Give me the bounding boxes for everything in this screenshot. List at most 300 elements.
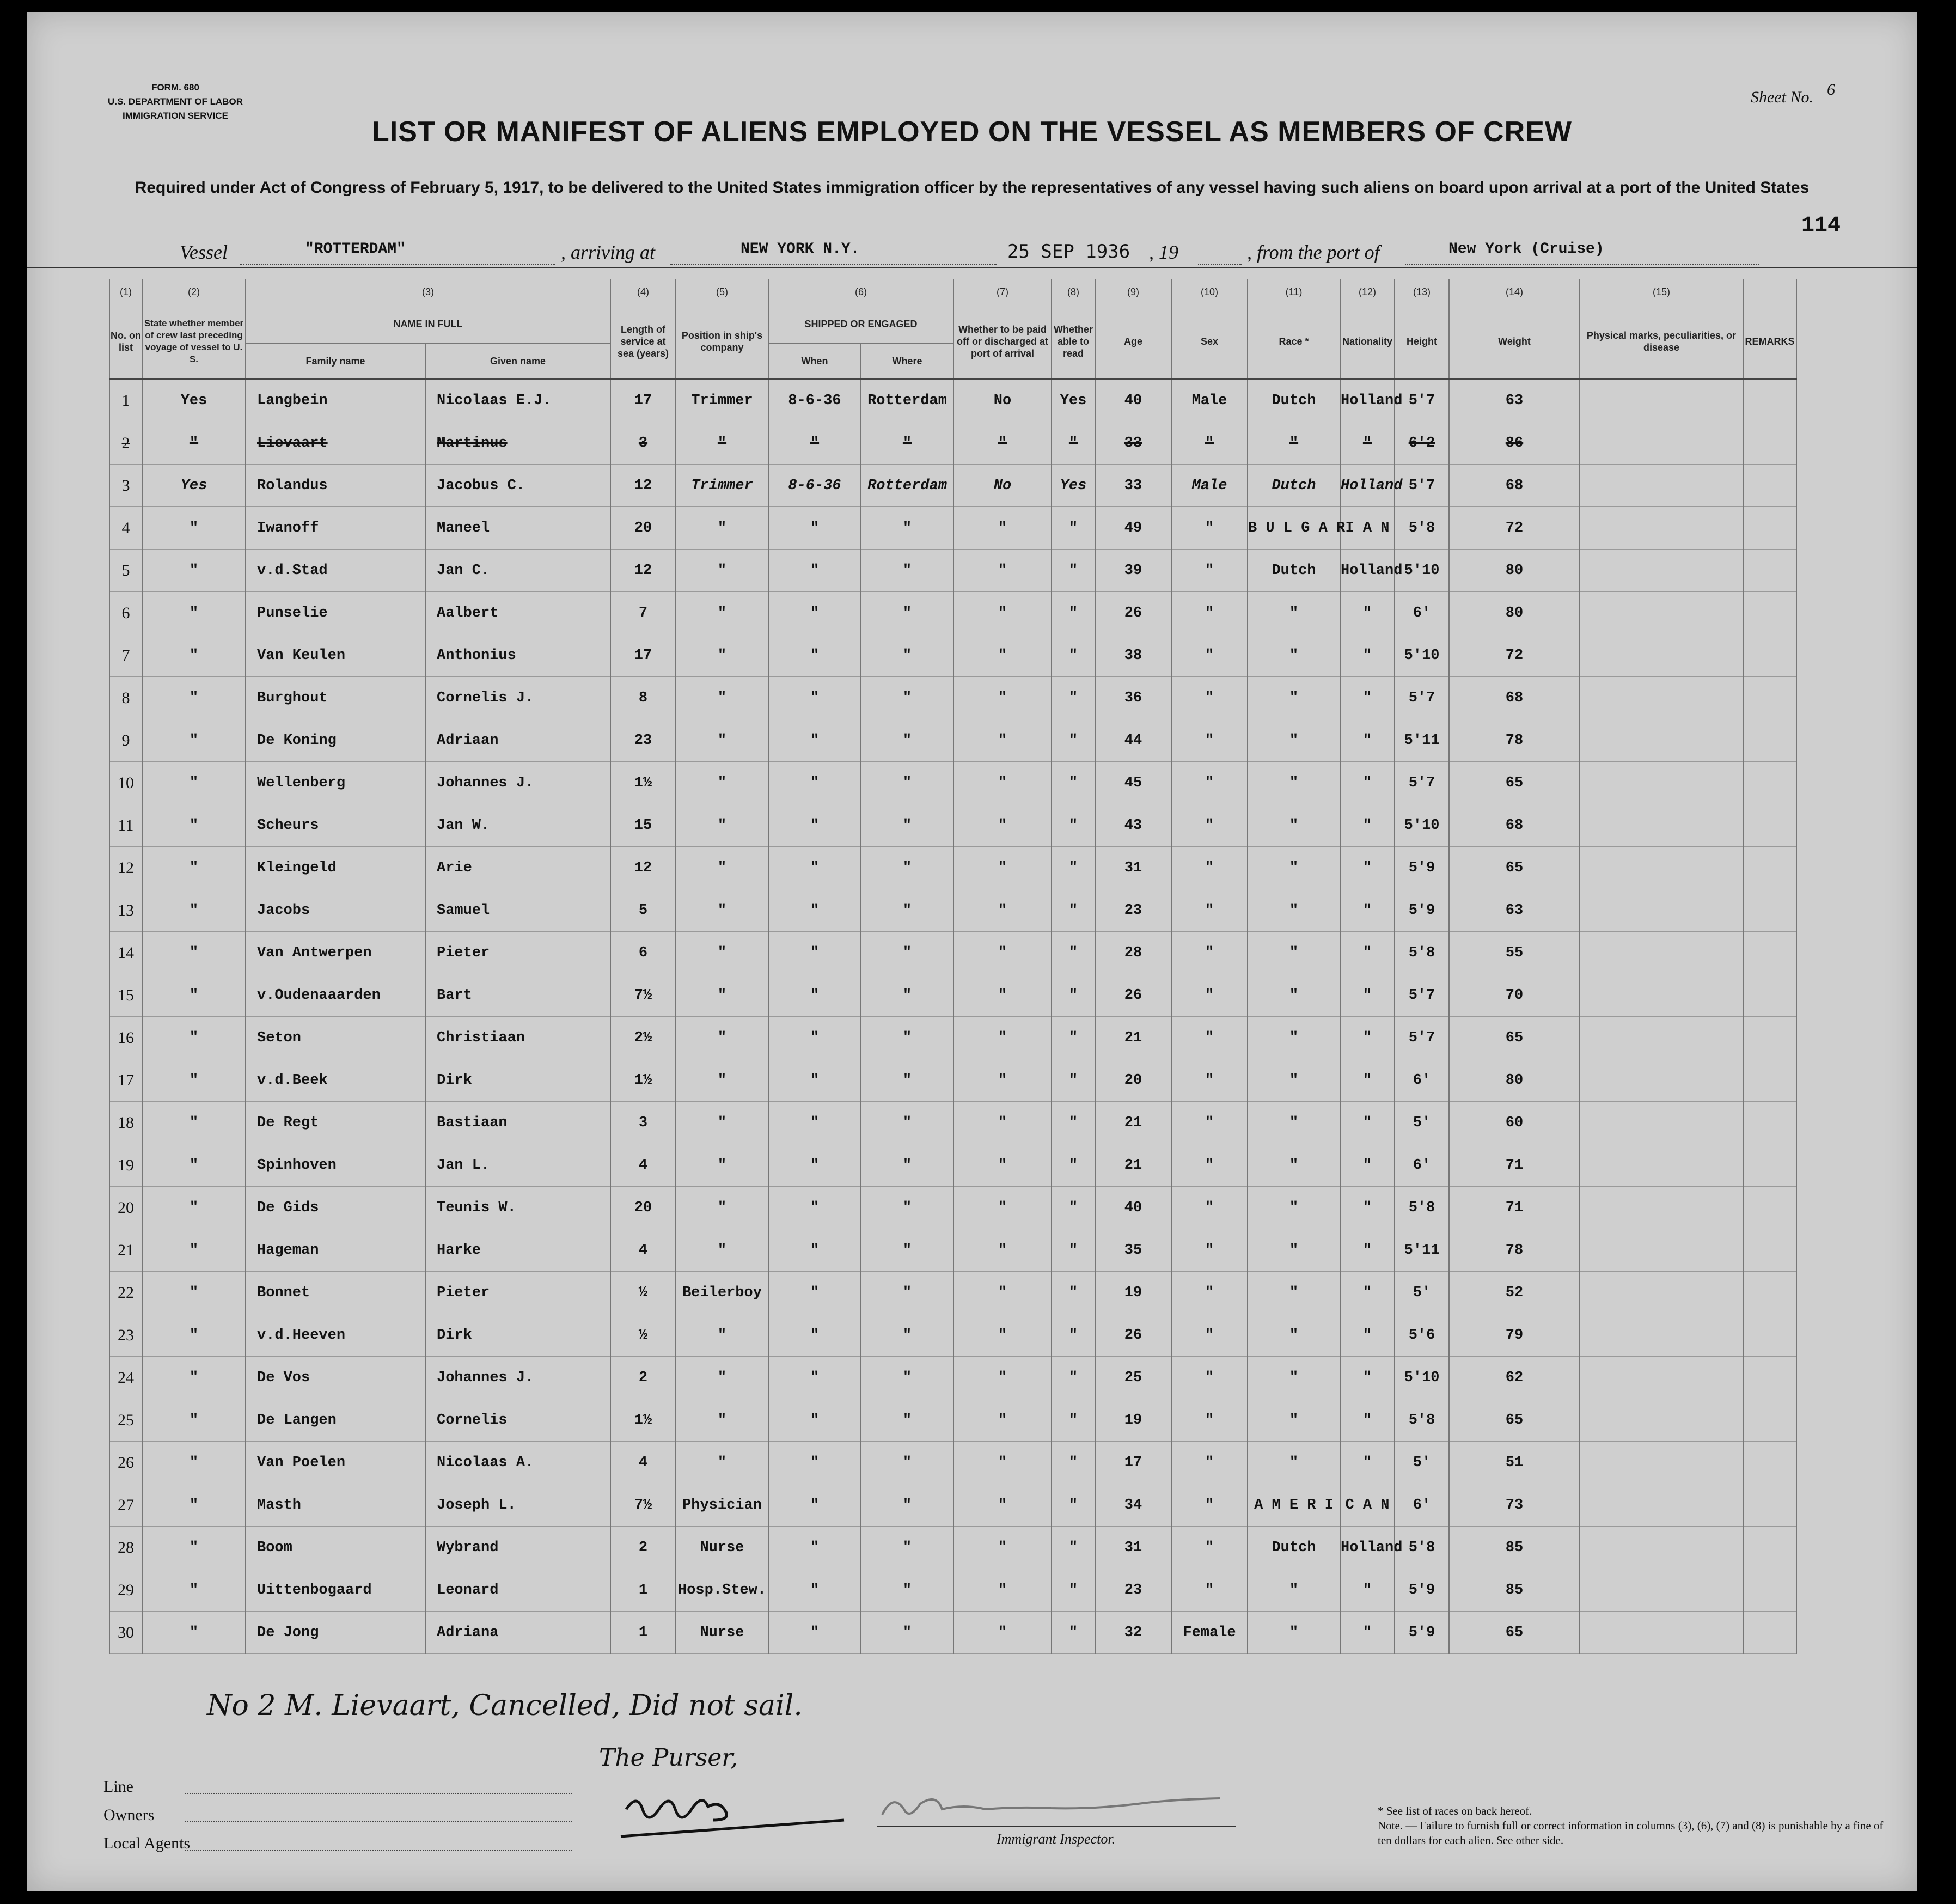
able-to-read: " bbox=[1052, 974, 1095, 1017]
nationality: " bbox=[1340, 804, 1395, 847]
weight: 62 bbox=[1449, 1357, 1580, 1399]
height: 5'8 bbox=[1395, 1399, 1449, 1442]
able-to-read: " bbox=[1052, 1144, 1095, 1187]
family-name: Lievaart bbox=[246, 422, 425, 465]
remarks bbox=[1743, 507, 1796, 550]
nationality: " bbox=[1340, 1314, 1395, 1357]
race: " bbox=[1248, 677, 1340, 719]
header-rule bbox=[27, 267, 1917, 268]
row-number: 13 bbox=[109, 889, 142, 932]
shipped-when: " bbox=[768, 1484, 861, 1527]
race: Dutch bbox=[1248, 379, 1340, 422]
service-years: 2½ bbox=[610, 1017, 676, 1059]
service-years: 3 bbox=[610, 1102, 676, 1144]
age: 21 bbox=[1095, 1102, 1171, 1144]
family-name: Kleingeld bbox=[246, 847, 425, 889]
nationality: " bbox=[1340, 1569, 1395, 1612]
shipped-when: " bbox=[768, 1357, 861, 1399]
physical-marks bbox=[1580, 677, 1743, 719]
header-given-name: Given name bbox=[425, 344, 610, 379]
race: Dutch bbox=[1248, 465, 1340, 507]
family-name: Scheurs bbox=[246, 804, 425, 847]
remarks bbox=[1743, 1527, 1796, 1569]
nationality: " bbox=[1340, 1442, 1395, 1484]
table-row bbox=[109, 932, 1796, 974]
remarks bbox=[1743, 1569, 1796, 1612]
row-number: 21 bbox=[109, 1229, 142, 1272]
sex: " bbox=[1171, 677, 1248, 719]
sheet-number-label: Sheet No. bbox=[1751, 88, 1813, 106]
row-number: 23 bbox=[109, 1314, 142, 1357]
sex: " bbox=[1171, 1527, 1248, 1569]
col-num: (8) bbox=[1052, 279, 1095, 305]
height: 6'2 bbox=[1395, 422, 1449, 465]
family-name: Langbein bbox=[246, 379, 425, 422]
family-name: De Gids bbox=[246, 1187, 425, 1229]
race-footnote: * See list of races on back hereof. bbox=[1378, 1804, 1532, 1817]
service-years: 3 bbox=[610, 422, 676, 465]
height: 5'8 bbox=[1395, 507, 1449, 550]
race: " bbox=[1248, 1059, 1340, 1102]
nationality: Holland bbox=[1340, 379, 1395, 422]
height: 5'7 bbox=[1395, 762, 1449, 804]
from-port-label: , from the port of bbox=[1247, 241, 1380, 263]
height: 5' bbox=[1395, 1442, 1449, 1484]
physical-marks bbox=[1580, 932, 1743, 974]
header-no-on-list: No. on list bbox=[109, 305, 142, 379]
service-name: IMMIGRATION SERVICE bbox=[123, 111, 228, 121]
able-to-read: " bbox=[1052, 1102, 1095, 1144]
header-able-read: Whether able to read bbox=[1052, 305, 1095, 379]
shipped-where: " bbox=[861, 507, 953, 550]
remarks bbox=[1743, 379, 1796, 422]
previous-voyage: " bbox=[142, 677, 246, 719]
physical-marks bbox=[1580, 592, 1743, 634]
shipped-when: " bbox=[768, 592, 861, 634]
height: 6' bbox=[1395, 592, 1449, 634]
able-to-read: " bbox=[1052, 592, 1095, 634]
weight: 79 bbox=[1449, 1314, 1580, 1357]
table-row bbox=[109, 1314, 1796, 1357]
position: " bbox=[676, 804, 768, 847]
able-to-read: " bbox=[1052, 847, 1095, 889]
remarks bbox=[1743, 1442, 1796, 1484]
paid-off: " bbox=[953, 1059, 1052, 1102]
sex: Male bbox=[1171, 379, 1248, 422]
physical-marks bbox=[1580, 719, 1743, 762]
previous-voyage: " bbox=[142, 847, 246, 889]
age: 23 bbox=[1095, 889, 1171, 932]
shipped-where: " bbox=[861, 1272, 953, 1314]
header-family-name: Family name bbox=[246, 344, 425, 379]
height: 5'8 bbox=[1395, 1527, 1449, 1569]
table-row bbox=[109, 1569, 1796, 1612]
row-number: 28 bbox=[109, 1527, 142, 1569]
given-name: Adriana bbox=[425, 1612, 610, 1654]
row-number: 4 bbox=[109, 507, 142, 550]
remarks bbox=[1743, 1229, 1796, 1272]
able-to-read: " bbox=[1052, 1017, 1095, 1059]
sex: " bbox=[1171, 422, 1248, 465]
footnotes bbox=[1378, 1804, 1890, 1848]
weight: 63 bbox=[1449, 379, 1580, 422]
table-row bbox=[109, 592, 1796, 634]
given-name: Cornelis bbox=[425, 1399, 610, 1442]
line-field bbox=[185, 1793, 572, 1794]
position: " bbox=[676, 847, 768, 889]
age: 32 bbox=[1095, 1612, 1171, 1654]
paid-off: " bbox=[953, 1314, 1052, 1357]
height: 5'9 bbox=[1395, 1612, 1449, 1654]
header-where: Where bbox=[861, 344, 953, 379]
position: " bbox=[676, 719, 768, 762]
nationality: " bbox=[1340, 889, 1395, 932]
sex: " bbox=[1171, 1102, 1248, 1144]
paid-off: " bbox=[953, 847, 1052, 889]
given-name: Pieter bbox=[425, 932, 610, 974]
given-name: Cornelis J. bbox=[425, 677, 610, 719]
table-row bbox=[109, 634, 1796, 677]
sex: " bbox=[1171, 1484, 1248, 1527]
physical-marks bbox=[1580, 1229, 1743, 1272]
previous-voyage: " bbox=[142, 1017, 246, 1059]
race: " bbox=[1248, 932, 1340, 974]
inspector-label: Immigrant Inspector. bbox=[997, 1831, 1116, 1847]
weight: 68 bbox=[1449, 677, 1580, 719]
manifest-sheet bbox=[27, 12, 1917, 1891]
department-name: U.S. DEPARTMENT OF LABOR bbox=[107, 96, 243, 107]
remarks bbox=[1743, 1357, 1796, 1399]
age: 40 bbox=[1095, 1187, 1171, 1229]
weight: 72 bbox=[1449, 507, 1580, 550]
service-years: 15 bbox=[610, 804, 676, 847]
height: 5'8 bbox=[1395, 932, 1449, 974]
race: " bbox=[1248, 1017, 1340, 1059]
position: " bbox=[676, 1187, 768, 1229]
able-to-read: " bbox=[1052, 1357, 1095, 1399]
nationality: " bbox=[1340, 1357, 1395, 1399]
remarks bbox=[1743, 889, 1796, 932]
family-name: v.d.Stad bbox=[246, 550, 425, 592]
paid-off: " bbox=[953, 592, 1052, 634]
date-stamp: 25 SEP 1936 bbox=[1007, 241, 1130, 263]
previous-voyage: " bbox=[142, 1272, 246, 1314]
given-name: Nicolaas A. bbox=[425, 1442, 610, 1484]
row-number: 5 bbox=[109, 550, 142, 592]
given-name: Leonard bbox=[425, 1569, 610, 1612]
position: " bbox=[676, 1059, 768, 1102]
physical-marks bbox=[1580, 974, 1743, 1017]
nationality: " bbox=[1340, 974, 1395, 1017]
table-row bbox=[109, 847, 1796, 889]
age: 39 bbox=[1095, 550, 1171, 592]
weight: 65 bbox=[1449, 1399, 1580, 1442]
family-name: De Vos bbox=[246, 1357, 425, 1399]
family-name: Van Keulen bbox=[246, 634, 425, 677]
position: " bbox=[676, 592, 768, 634]
table-row bbox=[109, 762, 1796, 804]
given-name: Martinus bbox=[425, 422, 610, 465]
family-name: Hageman bbox=[246, 1229, 425, 1272]
height: 5' bbox=[1395, 1272, 1449, 1314]
race: " bbox=[1248, 804, 1340, 847]
race: " bbox=[1248, 1314, 1340, 1357]
age: 20 bbox=[1095, 1059, 1171, 1102]
paid-off: " bbox=[953, 677, 1052, 719]
shipped-where: " bbox=[861, 1357, 953, 1399]
previous-voyage: " bbox=[142, 1314, 246, 1357]
sex: " bbox=[1171, 1272, 1248, 1314]
row-number: 26 bbox=[109, 1442, 142, 1484]
height: 5'9 bbox=[1395, 889, 1449, 932]
age: 35 bbox=[1095, 1229, 1171, 1272]
race: " bbox=[1248, 762, 1340, 804]
age: 49 bbox=[1095, 507, 1171, 550]
physical-marks bbox=[1580, 379, 1743, 422]
paid-off: " bbox=[953, 1612, 1052, 1654]
given-name: Pieter bbox=[425, 1272, 610, 1314]
shipped-when: " bbox=[768, 719, 861, 762]
shipped-where: " bbox=[861, 974, 953, 1017]
position: " bbox=[676, 1314, 768, 1357]
previous-voyage: " bbox=[142, 1229, 246, 1272]
service-years: 12 bbox=[610, 847, 676, 889]
nationality: " bbox=[1340, 847, 1395, 889]
weight: 60 bbox=[1449, 1102, 1580, 1144]
position: " bbox=[676, 1357, 768, 1399]
height: 5' bbox=[1395, 1102, 1449, 1144]
age: 21 bbox=[1095, 1017, 1171, 1059]
age: 33 bbox=[1095, 465, 1171, 507]
previous-voyage: " bbox=[142, 804, 246, 847]
row-number: 2 bbox=[109, 422, 142, 465]
table-row bbox=[109, 1187, 1796, 1229]
nationality: Holland bbox=[1340, 550, 1395, 592]
shipped-when: " bbox=[768, 1102, 861, 1144]
owners-field bbox=[185, 1821, 572, 1822]
row-number: 30 bbox=[109, 1612, 142, 1654]
nationality: " bbox=[1340, 634, 1395, 677]
family-name: De Koning bbox=[246, 719, 425, 762]
sex: " bbox=[1171, 1569, 1248, 1612]
weight: 65 bbox=[1449, 762, 1580, 804]
col-num: (15) bbox=[1580, 279, 1743, 305]
row-number: 1 bbox=[109, 379, 142, 422]
paid-off: " bbox=[953, 507, 1052, 550]
column-header-row bbox=[109, 305, 1796, 344]
row-number: 14 bbox=[109, 932, 142, 974]
table-row bbox=[109, 974, 1796, 1017]
sex: " bbox=[1171, 1059, 1248, 1102]
physical-marks bbox=[1580, 804, 1743, 847]
row-number: 27 bbox=[109, 1484, 142, 1527]
previous-voyage: " bbox=[142, 634, 246, 677]
remarks bbox=[1743, 677, 1796, 719]
sex: " bbox=[1171, 932, 1248, 974]
age: 17 bbox=[1095, 1442, 1171, 1484]
height: 5'7 bbox=[1395, 1017, 1449, 1059]
weight: 85 bbox=[1449, 1569, 1580, 1612]
service-years: 17 bbox=[610, 379, 676, 422]
given-name: Johannes J. bbox=[425, 762, 610, 804]
nationality: " bbox=[1340, 762, 1395, 804]
previous-voyage: Yes bbox=[142, 379, 246, 422]
sex: " bbox=[1171, 1229, 1248, 1272]
sex: " bbox=[1171, 889, 1248, 932]
race: Dutch bbox=[1248, 1527, 1340, 1569]
paid-off: " bbox=[953, 762, 1052, 804]
service-years: 6 bbox=[610, 932, 676, 974]
shipped-where: " bbox=[861, 1229, 953, 1272]
able-to-read: " bbox=[1052, 1484, 1095, 1527]
inspector-signature bbox=[877, 1793, 1258, 1826]
height: 5'8 bbox=[1395, 1187, 1449, 1229]
header-age: Age bbox=[1095, 305, 1171, 379]
shipped-when: " bbox=[768, 804, 861, 847]
age: 43 bbox=[1095, 804, 1171, 847]
shipped-where: " bbox=[861, 1612, 953, 1654]
header-state-member: State whether member of crew last preceding voyage of vessel to U. S. bbox=[142, 305, 246, 379]
age: 31 bbox=[1095, 1527, 1171, 1569]
paid-off: " bbox=[953, 889, 1052, 932]
race: " bbox=[1248, 1399, 1340, 1442]
shipped-when: " bbox=[768, 1187, 861, 1229]
height: 5'7 bbox=[1395, 677, 1449, 719]
paid-off: " bbox=[953, 932, 1052, 974]
family-name: Wellenberg bbox=[246, 762, 425, 804]
able-to-read: " bbox=[1052, 762, 1095, 804]
service-years: 4 bbox=[610, 1442, 676, 1484]
age: 26 bbox=[1095, 974, 1171, 1017]
row-number: 29 bbox=[109, 1569, 142, 1612]
table-row bbox=[109, 677, 1796, 719]
position: " bbox=[676, 762, 768, 804]
able-to-read: " bbox=[1052, 634, 1095, 677]
col-num: (2) bbox=[142, 279, 246, 305]
table-row bbox=[109, 465, 1796, 507]
row-number: 6 bbox=[109, 592, 142, 634]
weight: 52 bbox=[1449, 1272, 1580, 1314]
able-to-read: " bbox=[1052, 422, 1095, 465]
physical-marks bbox=[1580, 634, 1743, 677]
sex: " bbox=[1171, 762, 1248, 804]
shipped-when: " bbox=[768, 762, 861, 804]
paid-off: " bbox=[953, 1569, 1052, 1612]
position: " bbox=[676, 1399, 768, 1442]
nationality: " bbox=[1340, 1059, 1395, 1102]
service-years: 1½ bbox=[610, 1399, 676, 1442]
able-to-read: " bbox=[1052, 1229, 1095, 1272]
remarks bbox=[1743, 465, 1796, 507]
paid-off: " bbox=[953, 804, 1052, 847]
age: 31 bbox=[1095, 847, 1171, 889]
height: 5'7 bbox=[1395, 465, 1449, 507]
position: " bbox=[676, 932, 768, 974]
given-name: Jacobus C. bbox=[425, 465, 610, 507]
family-name: v.d.Heeven bbox=[246, 1314, 425, 1357]
remarks bbox=[1743, 762, 1796, 804]
service-years: 2 bbox=[610, 1357, 676, 1399]
nationality: " bbox=[1340, 1102, 1395, 1144]
nationality: " bbox=[1340, 1017, 1395, 1059]
table-row bbox=[109, 507, 1796, 550]
able-to-read: " bbox=[1052, 1059, 1095, 1102]
shipped-when: " bbox=[768, 974, 861, 1017]
paid-off: " bbox=[953, 1187, 1052, 1229]
vessel-line bbox=[180, 237, 1868, 270]
col-num: (9) bbox=[1095, 279, 1171, 305]
physical-marks bbox=[1580, 1144, 1743, 1187]
position: " bbox=[676, 889, 768, 932]
height: 5'10 bbox=[1395, 1357, 1449, 1399]
family-name: v.Oudenaaarden bbox=[246, 974, 425, 1017]
col-num: (3) bbox=[246, 279, 610, 305]
shipped-where: Rotterdam bbox=[861, 465, 953, 507]
page-subtitle: Required under Act of Congress of February 5, 1917, to be delivered to the United States immigration officer by the representatives of any vessel having such aliens on board upon arrival at a port of the United States bbox=[135, 179, 1810, 197]
shipped-where: " bbox=[861, 634, 953, 677]
sex: " bbox=[1171, 1357, 1248, 1399]
shipped-when: " bbox=[768, 1272, 861, 1314]
arriving-port: NEW YORK N.Y. bbox=[741, 241, 860, 258]
age: 26 bbox=[1095, 1314, 1171, 1357]
able-to-read: " bbox=[1052, 550, 1095, 592]
family-name: Spinhoven bbox=[246, 1144, 425, 1187]
column-number-row bbox=[109, 279, 1796, 305]
col-num: (6) bbox=[768, 279, 953, 305]
given-name: Jan L. bbox=[425, 1144, 610, 1187]
handwritten-cancellation-note: No 2 M. Lievaart, Cancelled, Did not sail. bbox=[207, 1689, 803, 1722]
family-name: De Jong bbox=[246, 1612, 425, 1654]
nationality: " bbox=[1340, 1272, 1395, 1314]
owners-label: Owners bbox=[103, 1806, 155, 1824]
shipped-when: " bbox=[768, 422, 861, 465]
shipped-when: " bbox=[768, 634, 861, 677]
nationality: " bbox=[1340, 719, 1395, 762]
physical-marks bbox=[1580, 550, 1743, 592]
table-row bbox=[109, 1399, 1796, 1442]
service-years: 12 bbox=[610, 550, 676, 592]
position: " bbox=[676, 550, 768, 592]
height: 5'6 bbox=[1395, 1314, 1449, 1357]
col-num: (13) bbox=[1395, 279, 1449, 305]
shipped-where: " bbox=[861, 1569, 953, 1612]
remarks bbox=[1743, 592, 1796, 634]
paid-off: " bbox=[953, 1272, 1052, 1314]
service-years: 2 bbox=[610, 1527, 676, 1569]
given-name: Joseph L. bbox=[425, 1484, 610, 1527]
shipped-when: 8-6-36 bbox=[768, 379, 861, 422]
shipped-where: " bbox=[861, 719, 953, 762]
race: " bbox=[1248, 1442, 1340, 1484]
header-name-in-full: NAME IN FULL bbox=[246, 305, 610, 344]
shipped-when: " bbox=[768, 677, 861, 719]
purser-signature bbox=[615, 1782, 779, 1842]
race: " bbox=[1248, 1272, 1340, 1314]
given-name: Dirk bbox=[425, 1059, 610, 1102]
position: " bbox=[676, 677, 768, 719]
sex: " bbox=[1171, 592, 1248, 634]
paid-off: No bbox=[953, 465, 1052, 507]
row-number: 22 bbox=[109, 1272, 142, 1314]
nationality: Holland bbox=[1340, 1527, 1395, 1569]
position: Nurse bbox=[676, 1612, 768, 1654]
able-to-read: " bbox=[1052, 507, 1095, 550]
shipped-where: " bbox=[861, 1059, 953, 1102]
local-agents-field bbox=[185, 1850, 572, 1851]
given-name: Dirk bbox=[425, 1314, 610, 1357]
col-num: (11) bbox=[1248, 279, 1340, 305]
row-number: 25 bbox=[109, 1399, 142, 1442]
